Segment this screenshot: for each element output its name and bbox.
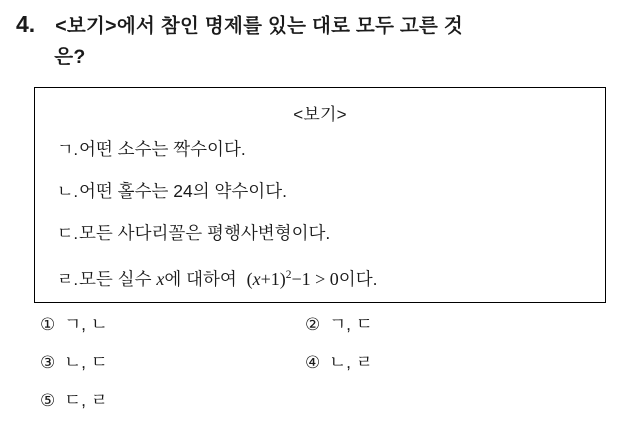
bogi-statement-list [35, 139, 605, 290]
bogi-item-4-text-mid: 에 대하여 [164, 268, 237, 289]
bogi-item-4 [57, 265, 605, 290]
bogi-item-3-text: 모든 사다리꼴은 평행사변형이다. [79, 223, 331, 243]
answer-option-row-1 [40, 312, 600, 337]
bogi-item-2-label: ㄴ. [57, 182, 79, 201]
bogi-item-4-label: ㄹ. [57, 269, 79, 289]
bogi-item-2-text: 어떤 홀수는 24의 약수이다. [79, 181, 287, 201]
bogi-item-2 [57, 181, 605, 202]
bogi-title: <보기> [293, 105, 347, 124]
answer-option-row-3 [40, 388, 600, 413]
answer-option-2[interactable] [305, 312, 570, 337]
answer-option-3-marker: ③ [40, 353, 56, 372]
answer-option-3[interactable] [40, 350, 305, 375]
answer-option-4-text: ㄴ, ㄹ [329, 352, 373, 372]
formula-close-paren: ) [279, 268, 286, 289]
bogi-item-1-label: ㄱ. [57, 140, 79, 159]
formula-plus-one: +1 [260, 268, 280, 289]
bogi-item-1-text: 어떤 소수는 짝수이다. [79, 139, 246, 159]
answer-option-row-2 [40, 350, 600, 375]
formula-variable: x [252, 268, 261, 289]
answer-option-4[interactable] [305, 350, 570, 375]
question-text [55, 10, 463, 73]
question-number: 4. [16, 11, 36, 37]
bogi-item-3 [57, 223, 605, 244]
formula-tail: −1 > 0 [291, 268, 339, 289]
answer-option-5[interactable] [40, 388, 305, 413]
question-text-line-2: 은? [54, 46, 86, 68]
formula-exponent: 2 [285, 269, 292, 281]
answer-option-2-text: ㄱ, ㄷ [329, 314, 373, 334]
bogi-item-4-variable: x [156, 268, 165, 289]
answer-option-1-marker: ① [40, 315, 56, 334]
bogi-item-4-text-suffix: 이다. [338, 268, 378, 289]
answer-options [40, 312, 600, 426]
answer-option-5-text: ㄷ, ㄹ [64, 390, 108, 410]
answer-option-2-marker: ② [305, 315, 321, 334]
bogi-item-4-text-prefix: 모든 실수 [79, 268, 152, 289]
answer-option-5-marker: ⑤ [40, 391, 56, 410]
answer-option-4-marker: ④ [305, 353, 321, 372]
bogi-item-3-label: ㄷ. [57, 224, 79, 243]
answer-option-3-text: ㄴ, ㄷ [64, 352, 108, 372]
bogi-item-1 [57, 139, 605, 160]
question-text-line-1: <보기>에서 참인 명제를 있는 대로 모두 고른 것 [55, 15, 464, 37]
answer-option-1-text: ㄱ, ㄴ [64, 314, 108, 334]
answer-option-1[interactable] [40, 312, 305, 337]
question-header [14, 10, 622, 73]
formula-open-paren: ( [246, 268, 253, 289]
bogi-box [34, 87, 606, 303]
